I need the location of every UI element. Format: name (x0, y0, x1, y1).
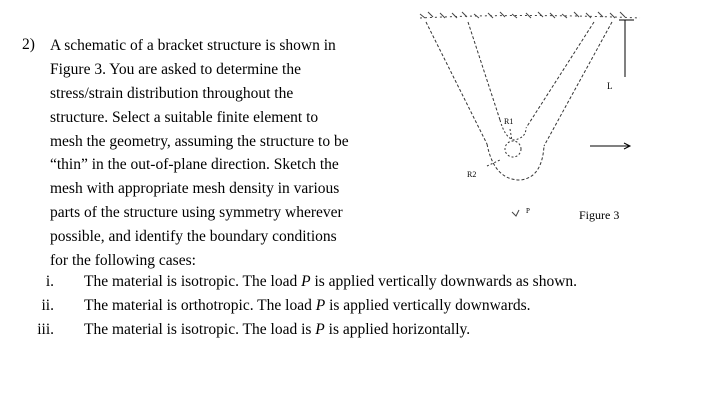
question-line: mesh with appropriate mesh density in various (50, 180, 340, 197)
question-number: 2) (22, 36, 35, 53)
case-text: The material is isotropic. The load P is applied vertically downwards as shown. (84, 273, 578, 290)
r1-leader (510, 129, 512, 141)
left-arm-inner (468, 22, 500, 120)
right-arm-outer (544, 22, 612, 146)
question-line: parts of the structure using symmetry wherever (50, 204, 343, 221)
case-text: The material is isotropic. The load is P is applied horizontally. (84, 321, 471, 338)
label-p: P (526, 207, 530, 215)
question-line: mesh the geometry, assuming the structure to be (50, 133, 349, 150)
question-line: structure. Select a suitable finite element to (50, 109, 319, 126)
label-r1: R1 (504, 117, 514, 126)
question-line: for the following cases: (50, 252, 196, 269)
question-line: Figure 3. You are asked to determine the (50, 61, 301, 78)
label-r2: R2 (467, 170, 477, 179)
case-number: i. (45, 273, 54, 290)
figure-caption: Figure 3 (579, 208, 620, 222)
question-line: possible, and identify the boundary conditions (50, 228, 337, 245)
case-text: The material is orthotropic. The load P is applied vertically downwards. (84, 297, 531, 314)
case-number: iii. (37, 321, 54, 338)
question-line: stress/strain distribution throughout the (50, 85, 294, 102)
ceiling-hatch (420, 12, 640, 18)
label-l: L (607, 81, 613, 91)
question-line: “thin” in the out-of-plane direction. Sketch the (50, 156, 339, 173)
right-arm-inner (526, 22, 594, 128)
p-arrow-icon (512, 210, 519, 216)
hole (505, 141, 521, 157)
question-line: A schematic of a bracket structure is shown in (50, 37, 336, 54)
case-number: ii. (41, 297, 54, 314)
left-arm-outer (426, 22, 487, 144)
